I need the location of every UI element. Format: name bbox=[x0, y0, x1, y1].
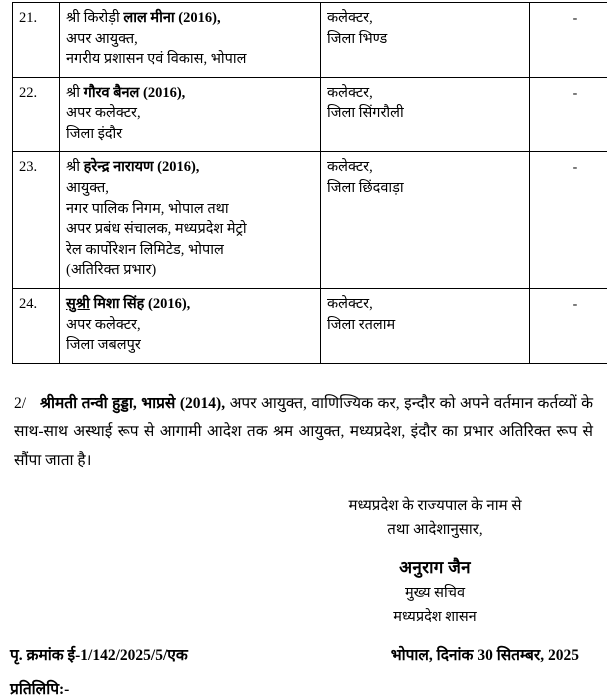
officer-name bbox=[66, 294, 314, 315]
officer-name-bold: गौरव बैनल bbox=[84, 85, 140, 101]
signature-authority-line2: तथा आदेशानुसार, bbox=[285, 518, 585, 542]
transfer-order-table bbox=[12, 2, 607, 364]
row-remark bbox=[530, 288, 607, 363]
signature-authority-line1: मध्यप्रदेश के राज्यपाल के नाम से bbox=[285, 494, 585, 518]
row-new-posting bbox=[321, 3, 530, 78]
officer-detail-line: (अतिरिक्त प्रभार) bbox=[66, 260, 314, 281]
officer-detail-line: अपर कलेक्टर, bbox=[66, 103, 314, 124]
signatory-name: अनुराग जैन bbox=[285, 554, 585, 581]
officer-detail-line: रेल कार्पोरेशन लिमिटेड, भोपाल bbox=[66, 240, 314, 261]
officer-name-suffix: (2016), bbox=[139, 85, 185, 101]
officer-name-bold: सुश्री bbox=[66, 296, 90, 312]
officer-name-suffix: (2016), bbox=[153, 159, 199, 175]
row-serial-number: 21. bbox=[13, 3, 60, 78]
officer-name bbox=[66, 157, 314, 178]
copy-to-label: प्रतिलिपि:- bbox=[10, 677, 607, 699]
officer-name-suffix: (2016), bbox=[175, 10, 221, 26]
officer-name bbox=[66, 83, 314, 104]
table-row bbox=[13, 3, 607, 78]
posting-line: कलेक्टर, bbox=[327, 157, 523, 178]
row-remark bbox=[530, 152, 607, 288]
place-and-date: भोपाल, दिनांक 30 सितम्बर, 2025 bbox=[391, 643, 579, 665]
row-officer-details bbox=[60, 152, 321, 288]
officer-detail-line: अपर आयुक्त, bbox=[66, 29, 314, 50]
posting-line: जिला सिंगरौली bbox=[327, 103, 523, 124]
posting-line: जिला भिण्ड bbox=[327, 29, 523, 50]
posting-line: जिला छिंदवाड़ा bbox=[327, 178, 523, 199]
table-row bbox=[13, 152, 607, 288]
table-body bbox=[13, 3, 607, 364]
paragraph-officer-name: श्रीमती तन्वी हुड्डा, भाप्रसे (2014), bbox=[40, 395, 225, 412]
officer-detail-line: अपर प्रबंध संचालक, मध्यप्रदेश मेट्रो bbox=[66, 219, 314, 240]
officer-name-prefix: श्री किरोड़ी bbox=[66, 10, 123, 26]
remark-dash: - bbox=[536, 295, 607, 315]
remark-dash: - bbox=[536, 9, 607, 29]
paragraph-text: अपर आयुक्त, वाणिज्यिक कर, इन्दौर को अपने वर्तमान कर्तव्यों के साथ-साथ अस्थाई रूप से आगामी आदेश तक श्रम आयुक्त, मध्यप्रदेश, इंदौर का प्रभार अतिरिक्त रूप से सौंपा जाता है। bbox=[14, 395, 593, 469]
additional-charge-paragraph bbox=[14, 390, 593, 476]
row-serial-number: 24. bbox=[13, 288, 60, 363]
row-serial-number: 22. bbox=[13, 77, 60, 152]
officer-detail-line: जिला जबलपुर bbox=[66, 335, 314, 356]
officer-detail-line: जिला इंदौर bbox=[66, 124, 314, 145]
row-officer-details bbox=[60, 288, 321, 363]
document-page bbox=[0, 2, 607, 575]
row-serial-number: 23. bbox=[13, 152, 60, 288]
row-remark bbox=[530, 3, 607, 78]
officer-name-bold: हरेन्द्र नारायण bbox=[84, 159, 154, 175]
signatory-department: मध्यप्रदेश शासन bbox=[285, 606, 585, 629]
row-new-posting bbox=[321, 77, 530, 152]
posting-line: जिला रतलाम bbox=[327, 315, 523, 336]
posting-line: कलेक्टर, bbox=[327, 8, 523, 29]
reference-number: पृ. क्रमांक ई-1/142/2025/5/एक bbox=[10, 643, 188, 665]
officer-detail-line: आयुक्त, bbox=[66, 178, 314, 199]
officer-detail-line: नगरीय प्रशासन एवं विकास, भोपाल bbox=[66, 49, 314, 70]
remark-dash: - bbox=[536, 158, 607, 178]
row-officer-details bbox=[60, 77, 321, 152]
row-new-posting bbox=[321, 288, 530, 363]
signature-block bbox=[285, 494, 585, 630]
officer-detail-line: अपर कलेक्टर, bbox=[66, 315, 314, 336]
officer-name-prefix: श्री bbox=[66, 159, 84, 175]
row-new-posting bbox=[321, 152, 530, 288]
remark-dash: - bbox=[536, 84, 607, 104]
paragraph-index: 2/ bbox=[14, 390, 40, 419]
officer-name-prefix: श्री bbox=[66, 85, 84, 101]
officer-name-suffix: मिशा सिंह (2016), bbox=[90, 296, 190, 312]
officer-detail-line: नगर पालिक निगम, भोपाल तथा bbox=[66, 199, 314, 220]
row-remark bbox=[530, 77, 607, 152]
table-row bbox=[13, 77, 607, 152]
footer-row bbox=[10, 643, 591, 665]
officer-name bbox=[66, 8, 314, 29]
row-officer-details bbox=[60, 3, 321, 78]
officer-name-bold: लाल मीना bbox=[123, 10, 174, 26]
posting-line: कलेक्टर, bbox=[327, 83, 523, 104]
posting-line: कलेक्टर, bbox=[327, 294, 523, 315]
signatory-role: मुख्य सचिव bbox=[285, 582, 585, 605]
table-row bbox=[13, 288, 607, 363]
